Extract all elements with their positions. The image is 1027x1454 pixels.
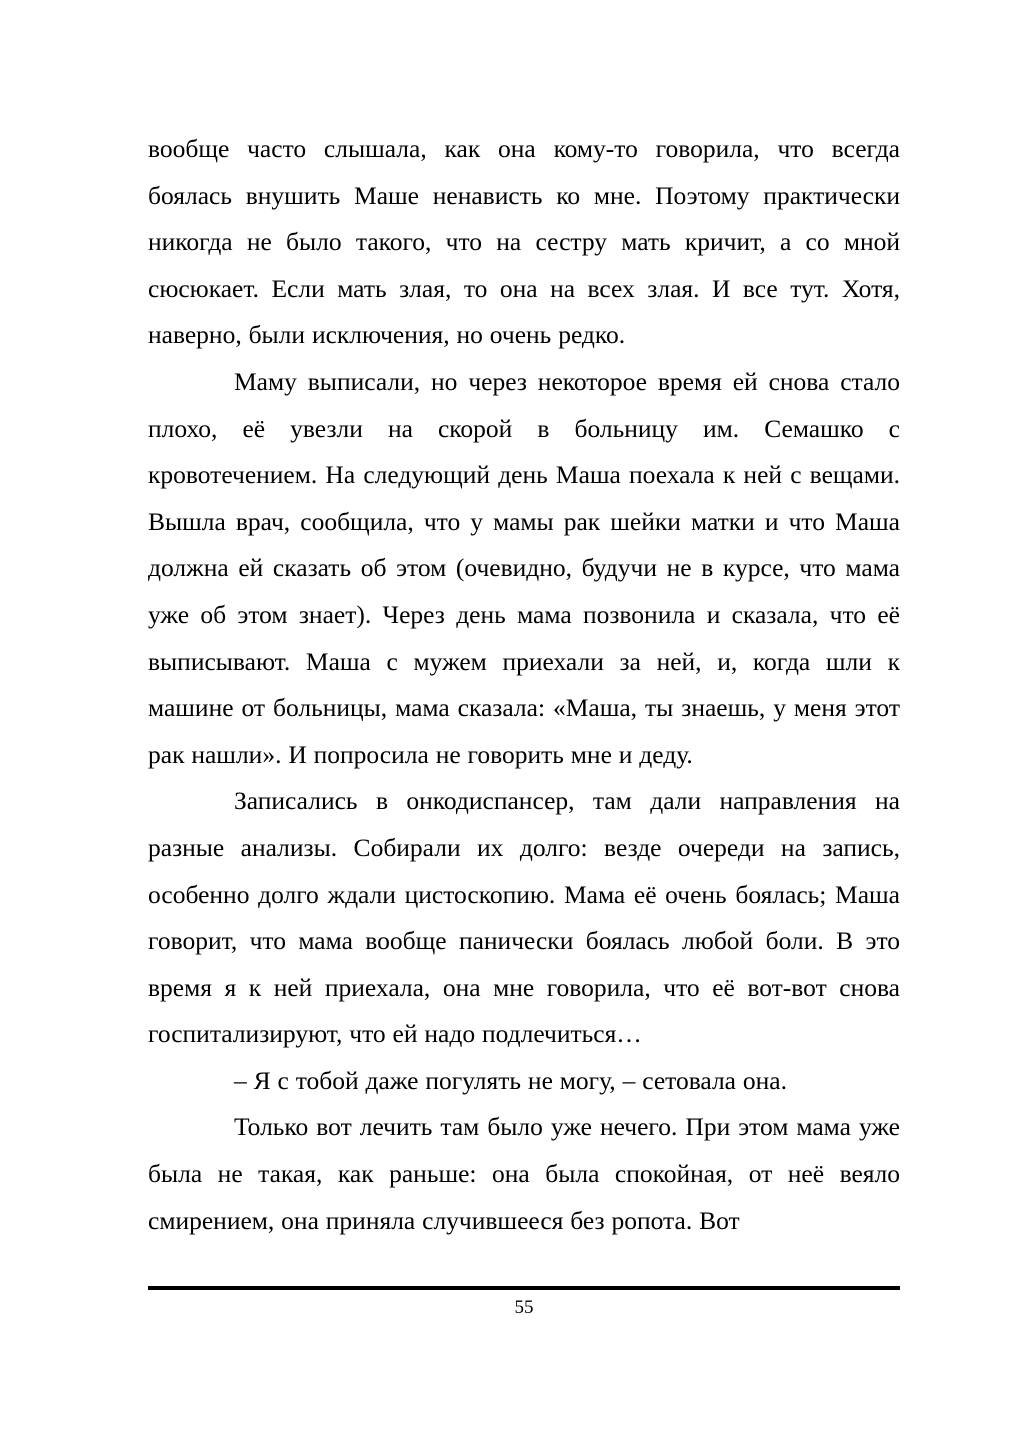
page-number: 55 xyxy=(514,1297,534,1318)
page-body-text xyxy=(148,126,900,1244)
paragraph-oncology: Записались в онкодиспансер, там дали направления на разные анализы. Собирали их долго: везде очереди на запись, особенно долго ждали цистоскопию. Мама её очень боялась; Маша говорит, что мама вообще панически боялась любой боли. В это время я к ней приехала, она мне говорила, что её вот-вот снова госпитализируют, что ей надо подлечиться… xyxy=(148,786,900,1049)
footer-divider-rule xyxy=(148,1286,900,1290)
paragraph-dialogue: – Я с тобой даже погулять не могу, – сетовала она. xyxy=(234,1065,787,1095)
paragraph-acceptance: Только вот лечить там было уже нечего. При этом мама уже была не такая, как раньше: она была спокойная, от неё веяло смирением, она приняла случившееся без ропота. Вот xyxy=(148,1112,900,1235)
paragraph-continued: вообще часто слышала, как она кому-то говорила, что всегда боялась внушить Маше ненависть ко мне. Поэтому практически никогда не было такого, что на сестру мать кричит, а со мной сюсюкает. Если мать злая, то она на всех злая. И все тут. Хотя, наверно, были исключения, но очень редко. xyxy=(148,134,900,350)
paragraph-hospital: Маму выписали, но через некоторое время ей снова стало плохо, её увезли на скорой в больницу им. Семашко с кровотечением. На следующий день Маша поехала к ней с вещами. Вышла врач, сообщила, что у мамы рак шейки матки и что Маша должна ей сказать об этом (очевидно, будучи не в курсе, что мама уже об этом знает). Через день мама позвонила и сказала, что её выписывают. Маша с мужем приехали за ней, и, когда шли к машине от больницы, мама сказала: «Маша, ты знаешь, у меня этот рак нашли». И попросила не говорить мне и деду. xyxy=(148,366,900,769)
